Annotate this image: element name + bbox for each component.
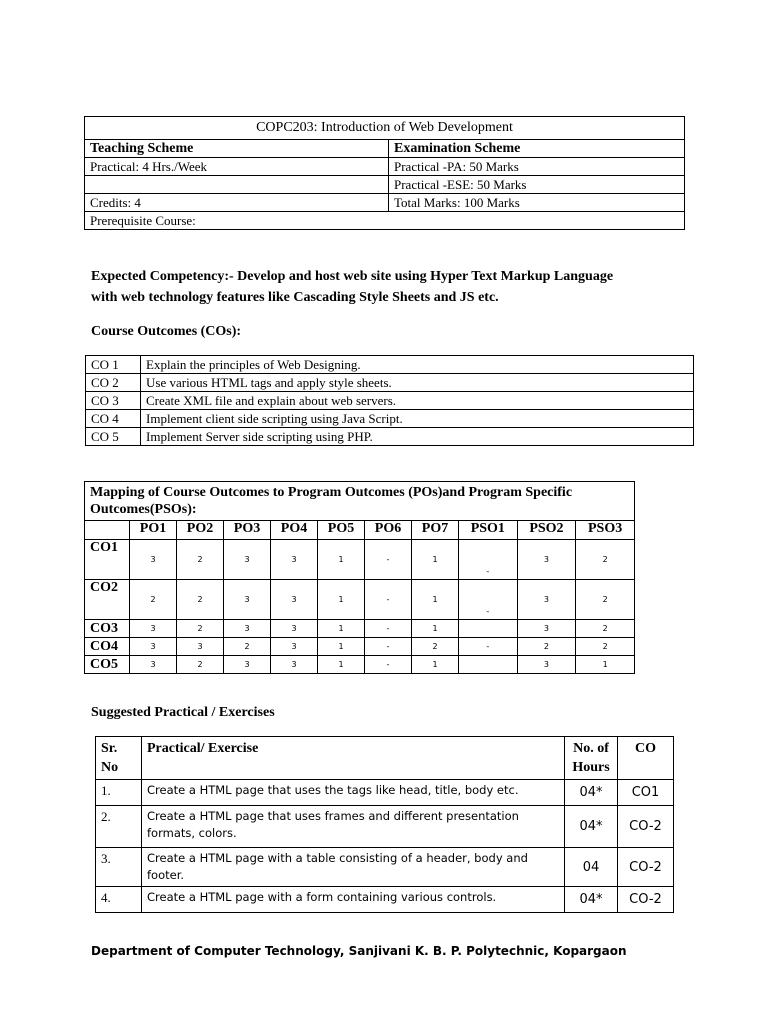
mapping-cell: 3 [517, 540, 576, 580]
co-header: CO [618, 737, 674, 780]
mapping-cell: 1 [576, 656, 635, 674]
mapping-cell: 1 [318, 620, 365, 638]
mapping-heading-line-1: Mapping of Course Outcomes to Program Outcomes (POs)and Program Specific [90, 485, 573, 500]
practicals-table [95, 736, 674, 913]
practical-co: CO-2 [618, 806, 674, 848]
mapping-cell: - [365, 638, 412, 656]
co-row [86, 410, 694, 428]
mapping-cell [459, 656, 518, 674]
mapping-cell: 3 [271, 656, 318, 674]
mapping-heading [85, 482, 635, 521]
practical-hours: Practical: 4 Hrs./Week [85, 158, 389, 176]
practical-hours: 04* [565, 806, 618, 848]
mapping-cell: - [459, 638, 518, 656]
mapping-row [85, 638, 635, 656]
mapping-column-header: PO4 [271, 521, 318, 540]
credits: Credits: 4 [85, 194, 389, 212]
mapping-cell: 2 [177, 580, 224, 620]
mapping-cell: 2 [177, 620, 224, 638]
practical-row [96, 780, 674, 806]
mapping-cell: 2 [576, 620, 635, 638]
expected-competency [91, 266, 613, 308]
mapping-cell: 2 [412, 638, 459, 656]
co-row [86, 428, 694, 446]
mapping-cell: 3 [517, 580, 576, 620]
mapping-cell: 2 [576, 580, 635, 620]
mapping-column-header: PO7 [412, 521, 459, 540]
practical-hours: 04 [565, 848, 618, 887]
co-code: CO 5 [86, 428, 141, 446]
mapping-cell: 2 [517, 638, 576, 656]
mapping-cell: 3 [224, 580, 271, 620]
mapping-row-label: CO5 [85, 656, 130, 674]
sr-no-header [96, 737, 142, 780]
footer-department: Department of Computer Technology, Sanjivani K. B. P. Polytechnic, Kopargaon [91, 944, 627, 958]
mapping-corner-cell [85, 521, 130, 540]
mapping-row [85, 656, 635, 674]
mapping-cell: 3 [130, 540, 177, 580]
course-outcomes-heading: Course Outcomes (COs): [91, 324, 242, 339]
mapping-column-header: PSO3 [576, 521, 635, 540]
co-description: Create XML file and explain about web servers. [141, 392, 694, 410]
course-info-table [84, 116, 685, 230]
co-description: Implement client side scripting using Java Script. [141, 410, 694, 428]
mapping-row-label: CO4 [85, 638, 130, 656]
co-code: CO 1 [86, 356, 141, 374]
mapping-row [85, 620, 635, 638]
sr-header-line-2: No [101, 760, 119, 775]
mapping-cell: 2 [576, 540, 635, 580]
mapping-row-label: CO3 [85, 620, 130, 638]
co-description: Implement Server side scripting using PHP. [141, 428, 694, 446]
co-description: Use various HTML tags and apply style sheets. [141, 374, 694, 392]
co-row [86, 374, 694, 392]
mapping-column-header: PO6 [365, 521, 412, 540]
mapping-cell: 3 [177, 638, 224, 656]
practical-hours: 04* [565, 780, 618, 806]
competency-line-1: Expected Competency:- Develop and host web site using Hyper Text Markup Language [91, 269, 614, 284]
mapping-cell: 3 [271, 540, 318, 580]
mapping-cell: 3 [130, 638, 177, 656]
teaching-scheme-label: Teaching Scheme [85, 140, 389, 158]
mapping-cell: 1 [318, 580, 365, 620]
mapping-cell: 1 [412, 580, 459, 620]
practical-row [96, 806, 674, 848]
mapping-row-label: CO1 [85, 540, 130, 580]
hours-header-line-1: No. of [573, 741, 609, 756]
mapping-cell: 3 [130, 656, 177, 674]
practical-row [96, 887, 674, 913]
mapping-cell: 2 [177, 656, 224, 674]
mapping-cell: 3 [517, 620, 576, 638]
co-po-mapping-table [84, 481, 635, 674]
mapping-column-header-row [85, 521, 635, 540]
mapping-cell: 1 [412, 620, 459, 638]
practical-exercise: Create a HTML page with a form containing various controls. [142, 887, 565, 913]
sr-header-line-1: Sr. [101, 741, 118, 756]
mapping-cell: - [459, 580, 518, 620]
co-code: CO 3 [86, 392, 141, 410]
prerequisite-course: Prerequisite Course: [85, 212, 685, 230]
practical-sr-no: 1. [96, 780, 142, 806]
mapping-cell: 1 [412, 540, 459, 580]
practical-row [96, 848, 674, 887]
examination-scheme-label: Examination Scheme [389, 140, 685, 158]
mapping-row-label: CO2 [85, 580, 130, 620]
practical-ese-marks: Practical -ESE: 50 Marks [389, 176, 685, 194]
total-marks: Total Marks: 100 Marks [389, 194, 685, 212]
mapping-cell: 1 [412, 656, 459, 674]
practical-sr-no: 3. [96, 848, 142, 887]
mapping-cell: - [459, 540, 518, 580]
empty-cell [85, 176, 389, 194]
mapping-column-header: PO5 [318, 521, 365, 540]
practical-co: CO1 [618, 780, 674, 806]
mapping-cell: 3 [517, 656, 576, 674]
co-code: CO 4 [86, 410, 141, 428]
mapping-cell: - [365, 620, 412, 638]
mapping-cell: 1 [318, 540, 365, 580]
mapping-cell: 1 [318, 656, 365, 674]
mapping-heading-line-2: Outcomes(PSOs): [90, 502, 197, 517]
practical-sr-no: 4. [96, 887, 142, 913]
mapping-column-header: PO1 [130, 521, 177, 540]
co-code: CO 2 [86, 374, 141, 392]
mapping-cell: - [365, 656, 412, 674]
co-row [86, 356, 694, 374]
mapping-cell: 1 [318, 638, 365, 656]
mapping-row [85, 580, 635, 620]
mapping-cell: - [365, 580, 412, 620]
mapping-cell [459, 620, 518, 638]
mapping-cell: 3 [224, 620, 271, 638]
practical-exercise: Create a HTML page that uses frames and different presentation formats, colors. [142, 806, 565, 848]
practicals-heading: Suggested Practical / Exercises [91, 705, 275, 720]
mapping-cell: 2 [224, 638, 271, 656]
mapping-cell: 3 [271, 620, 318, 638]
hours-header [565, 737, 618, 780]
mapping-row [85, 540, 635, 580]
practical-pa-marks: Practical -PA: 50 Marks [389, 158, 685, 176]
mapping-cell: - [365, 540, 412, 580]
mapping-column-header: PO3 [224, 521, 271, 540]
practical-co: CO-2 [618, 887, 674, 913]
course-outcomes-table [85, 355, 694, 446]
practical-co: CO-2 [618, 848, 674, 887]
mapping-cell: 2 [130, 580, 177, 620]
mapping-cell: 3 [271, 638, 318, 656]
mapping-column-header: PO2 [177, 521, 224, 540]
co-row [86, 392, 694, 410]
hours-header-line-2: Hours [572, 760, 610, 775]
mapping-column-header: PSO1 [459, 521, 518, 540]
mapping-cell: 3 [224, 540, 271, 580]
mapping-cell: 3 [130, 620, 177, 638]
exercise-header: Practical/ Exercise [142, 737, 565, 780]
course-title: COPC203: Introduction of Web Development [85, 117, 685, 140]
practical-sr-no: 2. [96, 806, 142, 848]
practical-exercise: Create a HTML page that uses the tags like head, title, body etc. [142, 780, 565, 806]
mapping-column-header: PSO2 [517, 521, 576, 540]
practical-exercise: Create a HTML page with a table consisting of a header, body and footer. [142, 848, 565, 887]
co-description: Explain the principles of Web Designing. [141, 356, 694, 374]
mapping-cell: 3 [224, 656, 271, 674]
practical-hours: 04* [565, 887, 618, 913]
competency-line-2: with web technology features like Cascading Style Sheets and JS etc. [91, 290, 499, 305]
mapping-cell: 3 [271, 580, 318, 620]
mapping-cell: 2 [576, 638, 635, 656]
mapping-cell: 2 [177, 540, 224, 580]
